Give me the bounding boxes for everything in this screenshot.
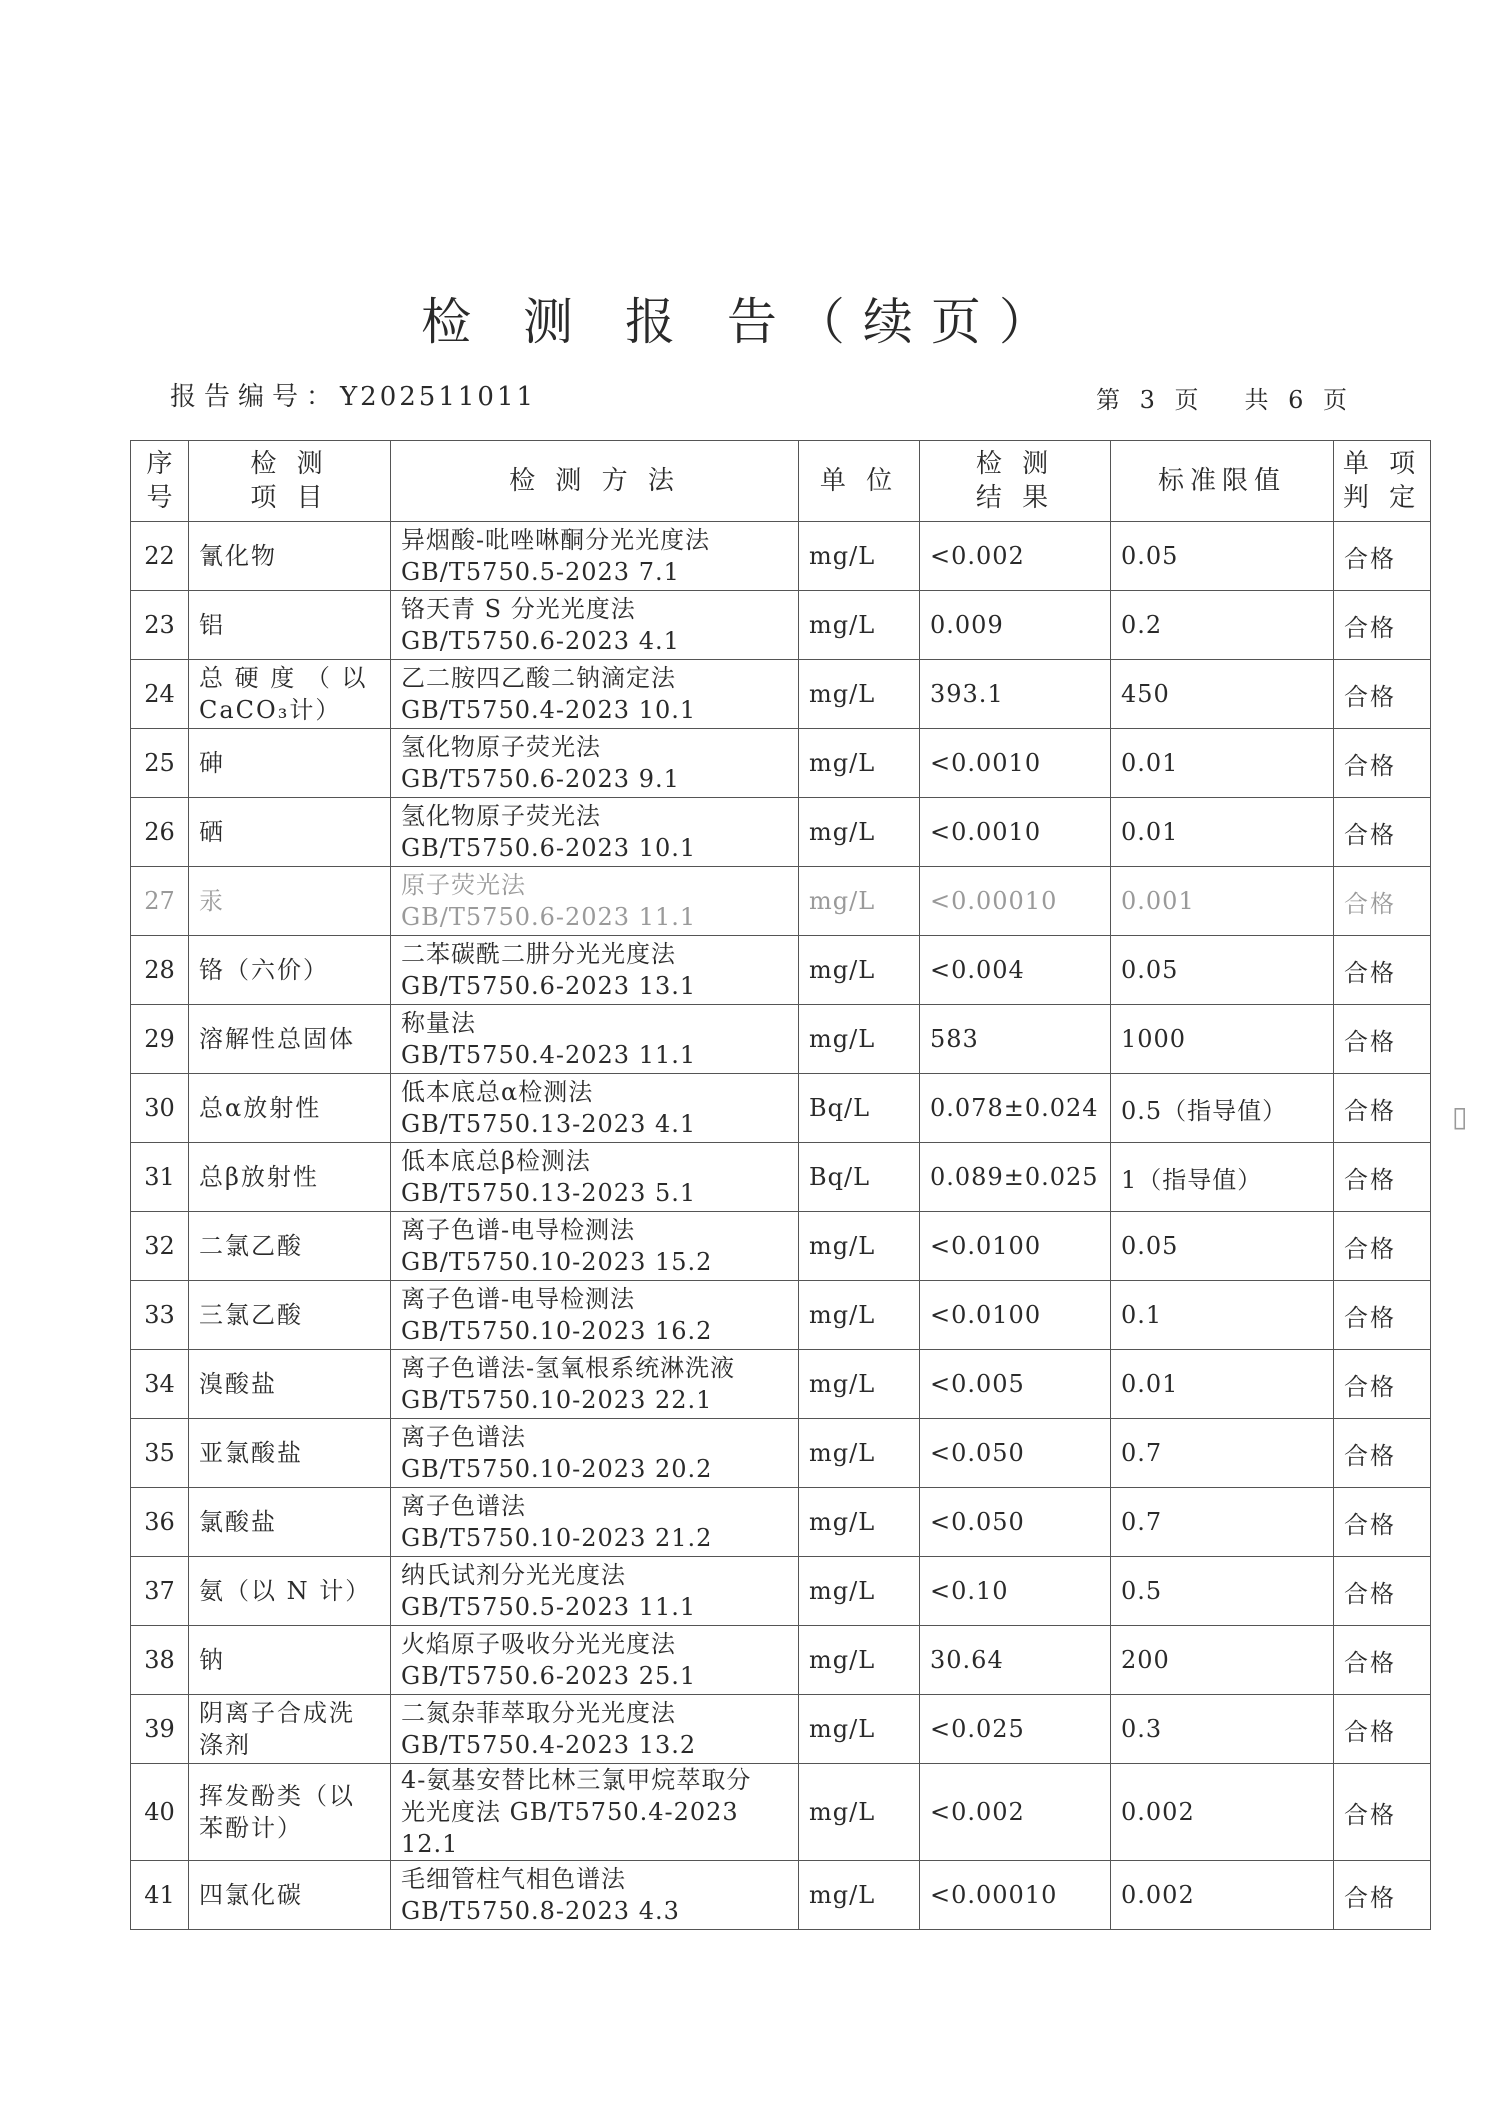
cell-result: <0.0100 (920, 1281, 1111, 1350)
method-standard: GB/T5750.10-2023 20.2 (401, 1455, 713, 1483)
cell-method (391, 1626, 799, 1695)
cell-limit: 0.05 (1111, 522, 1334, 591)
cell-no: 29 (131, 1005, 189, 1074)
cell-unit: mg/L (799, 729, 920, 798)
cell-item: 溴酸盐 (189, 1350, 391, 1419)
cell-limit: 450 (1111, 660, 1334, 729)
cell-result: <0.050 (920, 1419, 1111, 1488)
cell-no: 33 (131, 1281, 189, 1350)
cell-unit: mg/L (799, 1350, 920, 1419)
cell-result: <0.004 (920, 936, 1111, 1005)
table-row (131, 591, 1431, 660)
cell-result: 583 (920, 1005, 1111, 1074)
cell-item: 铝 (189, 591, 391, 660)
cell-limit: 1（指导值） (1111, 1143, 1334, 1212)
cell-result: <0.00010 (920, 1861, 1111, 1930)
cell-verdict: 合格 (1334, 1074, 1431, 1143)
page-current: 第 3 页 (1096, 386, 1205, 414)
cell-limit: 0.1 (1111, 1281, 1334, 1350)
method-standard: GB/T5750.5-2023 11.1 (401, 1593, 697, 1621)
method-name: 氢化物原子荧光法 (401, 802, 601, 830)
cell-unit: mg/L (799, 798, 920, 867)
cell-method (391, 798, 799, 867)
cell-result: <0.050 (920, 1488, 1111, 1557)
table-row (131, 798, 1431, 867)
method-name: 原子荧光法 (401, 871, 526, 899)
method-name: 低本底总α检测法 (401, 1078, 594, 1106)
col-header-unit: 单 位 (799, 441, 920, 522)
cell-no: 39 (131, 1695, 189, 1764)
cell-verdict: 合格 (1334, 867, 1431, 936)
table-row (131, 1281, 1431, 1350)
method-name: 氢化物原子荧光法 (401, 733, 601, 761)
cell-limit: 0.002 (1111, 1861, 1334, 1930)
cell-result: <0.002 (920, 1764, 1111, 1861)
cell-item: 硒 (189, 798, 391, 867)
method-name: 离子色谱法 (401, 1492, 526, 1520)
cell-verdict: 合格 (1334, 1005, 1431, 1074)
cell-verdict: 合格 (1334, 591, 1431, 660)
method-name: 离子色谱法-氢氧根系统淋洗液 (401, 1354, 736, 1382)
cell-unit: Bq/L (799, 1143, 920, 1212)
cell-method (391, 1212, 799, 1281)
method-standard: GB/T5750.4-2023 11.1 (401, 1041, 697, 1069)
table-row (131, 1074, 1431, 1143)
cell-no: 25 (131, 729, 189, 798)
cell-limit: 0.001 (1111, 867, 1334, 936)
cell-no: 24 (131, 660, 189, 729)
method-name: 纳氏试剂分光光度法 (401, 1561, 626, 1589)
method-standard: GB/T5750.6-2023 9.1 (401, 765, 680, 793)
cell-result: <0.0100 (920, 1212, 1111, 1281)
cell-item: 总 硬 度 （ 以 CaCO₃计） (189, 660, 391, 729)
cell-verdict: 合格 (1334, 660, 1431, 729)
cell-item: 四氯化碳 (189, 1861, 391, 1930)
method-name: 4-氨基安替比林三氯甲烷萃取分 (401, 1766, 752, 1794)
cell-method (391, 591, 799, 660)
cell-limit: 0.5（指导值） (1111, 1074, 1334, 1143)
cell-result: 0.009 (920, 591, 1111, 660)
cell-no: 28 (131, 936, 189, 1005)
cell-verdict: 合格 (1334, 1557, 1431, 1626)
cell-item: 总β放射性 (189, 1143, 391, 1212)
table-row (131, 729, 1431, 798)
cell-unit: mg/L (799, 522, 920, 591)
cell-method (391, 1074, 799, 1143)
cell-unit: mg/L (799, 591, 920, 660)
cell-result: <0.0010 (920, 798, 1111, 867)
method-standard: 光光度法 GB/T5750.4-2023 12.1 (401, 1798, 739, 1858)
cell-method (391, 729, 799, 798)
report-number-value: Y202511011 (340, 382, 537, 412)
cell-method (391, 1005, 799, 1074)
cell-result: 0.078±0.024 (920, 1074, 1111, 1143)
method-standard: GB/T5750.13-2023 4.1 (401, 1110, 697, 1138)
cell-limit: 0.7 (1111, 1419, 1334, 1488)
cell-result: <0.002 (920, 522, 1111, 591)
method-standard: GB/T5750.4-2023 10.1 (401, 696, 697, 724)
method-standard: GB/T5750.6-2023 4.1 (401, 627, 680, 655)
method-standard: GB/T5750.13-2023 5.1 (401, 1179, 697, 1207)
cell-item: 阴离子合成洗涤剂 (189, 1695, 391, 1764)
cell-unit: mg/L (799, 1488, 920, 1557)
cell-unit: mg/L (799, 1695, 920, 1764)
report-number (170, 376, 536, 413)
method-standard: GB/T5750.6-2023 25.1 (401, 1662, 697, 1690)
cell-unit: mg/L (799, 1626, 920, 1695)
table-row (131, 867, 1431, 936)
cell-unit: Bq/L (799, 1074, 920, 1143)
table-header-row (131, 441, 1431, 522)
cell-no: 36 (131, 1488, 189, 1557)
report-number-label: 报告编号： (170, 382, 341, 412)
table-row (131, 1626, 1431, 1695)
cell-method (391, 1764, 799, 1861)
cell-verdict: 合格 (1334, 1419, 1431, 1488)
method-standard: GB/T5750.10-2023 16.2 (401, 1317, 713, 1345)
cell-unit: mg/L (799, 1281, 920, 1350)
cell-no: 27 (131, 867, 189, 936)
cell-verdict: 合格 (1334, 1861, 1431, 1930)
table-row (131, 1557, 1431, 1626)
cell-method (391, 1281, 799, 1350)
cell-method (391, 660, 799, 729)
cell-verdict: 合格 (1334, 798, 1431, 867)
table-row (131, 660, 1431, 729)
cell-limit: 0.2 (1111, 591, 1334, 660)
cell-result: <0.0010 (920, 729, 1111, 798)
cell-item: 铬（六价） (189, 936, 391, 1005)
cell-no: 30 (131, 1074, 189, 1143)
cell-method (391, 522, 799, 591)
cell-no: 40 (131, 1764, 189, 1861)
cell-method (391, 936, 799, 1005)
method-name: 称量法 (401, 1009, 476, 1037)
cell-verdict: 合格 (1334, 1350, 1431, 1419)
method-standard: GB/T5750.6-2023 11.1 (401, 903, 697, 931)
cell-limit: 0.05 (1111, 1212, 1334, 1281)
method-name: 火焰原子吸收分光光度法 (401, 1630, 676, 1658)
table-row (131, 936, 1431, 1005)
table-row (131, 1861, 1431, 1930)
cell-method (391, 1350, 799, 1419)
col-header-method: 检 测 方 法 (391, 441, 799, 522)
method-standard: GB/T5750.5-2023 7.1 (401, 558, 680, 586)
cell-limit: 0.01 (1111, 798, 1334, 867)
cell-no: 26 (131, 798, 189, 867)
method-name: 二氮杂菲萃取分光光度法 (401, 1699, 676, 1727)
method-name: 毛细管柱气相色谱法 (401, 1865, 626, 1893)
cell-item: 砷 (189, 729, 391, 798)
cell-limit: 0.002 (1111, 1764, 1334, 1861)
cell-unit: mg/L (799, 1861, 920, 1930)
cell-unit: mg/L (799, 1557, 920, 1626)
cell-item: 三氯乙酸 (189, 1281, 391, 1350)
cell-no: 32 (131, 1212, 189, 1281)
cell-unit: mg/L (799, 1005, 920, 1074)
cell-no: 37 (131, 1557, 189, 1626)
cell-item: 氰化物 (189, 522, 391, 591)
cell-no: 31 (131, 1143, 189, 1212)
method-name: 低本底总β检测法 (401, 1147, 591, 1175)
col-header-limit: 标准限值 (1111, 441, 1334, 522)
method-name: 离子色谱法 (401, 1423, 526, 1451)
cell-unit: mg/L (799, 936, 920, 1005)
method-standard: GB/T5750.6-2023 13.1 (401, 972, 697, 1000)
cell-limit: 0.5 (1111, 1557, 1334, 1626)
report-title: 检 测 报 告（续页） (421, 293, 1067, 351)
cell-item: 钠 (189, 1626, 391, 1695)
edge-seal-fragment: ▯ (1452, 1100, 1468, 1133)
method-standard: GB/T5750.10-2023 15.2 (401, 1248, 713, 1276)
table-row (131, 522, 1431, 591)
method-standard: GB/T5750.10-2023 22.1 (401, 1386, 713, 1414)
cell-limit: 0.3 (1111, 1695, 1334, 1764)
table-row (131, 1350, 1431, 1419)
method-name: 异烟酸-吡唑啉酮分光光度法 (401, 526, 711, 554)
cell-verdict: 合格 (1334, 1488, 1431, 1557)
cell-no: 41 (131, 1861, 189, 1930)
cell-result: <0.10 (920, 1557, 1111, 1626)
cell-item: 氯酸盐 (189, 1488, 391, 1557)
cell-no: 34 (131, 1350, 189, 1419)
cell-unit: mg/L (799, 1764, 920, 1861)
page-info (1096, 380, 1353, 415)
cell-result: 30.64 (920, 1626, 1111, 1695)
col-header-verdict: 单 项 判 定 (1334, 441, 1431, 522)
cell-unit: mg/L (799, 1212, 920, 1281)
cell-verdict: 合格 (1334, 1212, 1431, 1281)
cell-verdict: 合格 (1334, 1143, 1431, 1212)
table-row (131, 1143, 1431, 1212)
cell-method (391, 1419, 799, 1488)
method-name: 乙二胺四乙酸二钠滴定法 (401, 664, 676, 692)
cell-verdict: 合格 (1334, 522, 1431, 591)
cell-unit: mg/L (799, 660, 920, 729)
cell-item: 氨（以 N 计） (189, 1557, 391, 1626)
method-name: 离子色谱-电导检测法 (401, 1216, 636, 1244)
results-table (130, 440, 1431, 1930)
cell-item: 溶解性总固体 (189, 1005, 391, 1074)
method-name: 离子色谱-电导检测法 (401, 1285, 636, 1313)
cell-unit: mg/L (799, 867, 920, 936)
cell-result: <0.00010 (920, 867, 1111, 936)
cell-unit: mg/L (799, 1419, 920, 1488)
cell-verdict: 合格 (1334, 729, 1431, 798)
cell-limit: 0.05 (1111, 936, 1334, 1005)
cell-limit: 0.01 (1111, 1350, 1334, 1419)
table-row (131, 1764, 1431, 1861)
method-standard: GB/T5750.4-2023 13.2 (401, 1731, 697, 1759)
cell-item: 亚氯酸盐 (189, 1419, 391, 1488)
cell-method (391, 867, 799, 936)
table-row (131, 1695, 1431, 1764)
cell-item: 二氯乙酸 (189, 1212, 391, 1281)
col-header-result: 检 测 结 果 (920, 441, 1111, 522)
table-row (131, 1419, 1431, 1488)
col-header-no: 序 号 (131, 441, 189, 522)
cell-verdict: 合格 (1334, 936, 1431, 1005)
cell-verdict: 合格 (1334, 1281, 1431, 1350)
table-row (131, 1212, 1431, 1281)
method-name: 二苯碳酰二肼分光光度法 (401, 940, 676, 968)
cell-verdict: 合格 (1334, 1695, 1431, 1764)
cell-limit: 1000 (1111, 1005, 1334, 1074)
col-header-item: 检 测 项 目 (189, 441, 391, 522)
cell-method (391, 1488, 799, 1557)
cell-no: 22 (131, 522, 189, 591)
cell-method (391, 1695, 799, 1764)
cell-no: 23 (131, 591, 189, 660)
cell-verdict: 合格 (1334, 1626, 1431, 1695)
page-total: 共 6 页 (1244, 386, 1354, 414)
cell-result: <0.005 (920, 1350, 1111, 1419)
table-row (131, 1005, 1431, 1074)
method-standard: GB/T5750.6-2023 10.1 (401, 834, 697, 862)
cell-no: 35 (131, 1419, 189, 1488)
cell-no: 38 (131, 1626, 189, 1695)
cell-verdict: 合格 (1334, 1764, 1431, 1861)
cell-result: <0.025 (920, 1695, 1111, 1764)
method-standard: GB/T5750.8-2023 4.3 (401, 1897, 680, 1925)
table-row (131, 1488, 1431, 1557)
cell-method (391, 1861, 799, 1930)
method-name: 铬天青 S 分光光度法 (401, 595, 636, 623)
cell-limit: 200 (1111, 1626, 1334, 1695)
method-standard: GB/T5750.10-2023 21.2 (401, 1524, 713, 1552)
cell-method (391, 1143, 799, 1212)
cell-result: 393.1 (920, 660, 1111, 729)
cell-item: 挥发酚类（以苯酚计） (189, 1764, 391, 1861)
cell-limit: 0.01 (1111, 729, 1334, 798)
cell-result: 0.089±0.025 (920, 1143, 1111, 1212)
cell-item: 总α放射性 (189, 1074, 391, 1143)
cell-limit: 0.7 (1111, 1488, 1334, 1557)
cell-item: 汞 (189, 867, 391, 936)
cell-method (391, 1557, 799, 1626)
